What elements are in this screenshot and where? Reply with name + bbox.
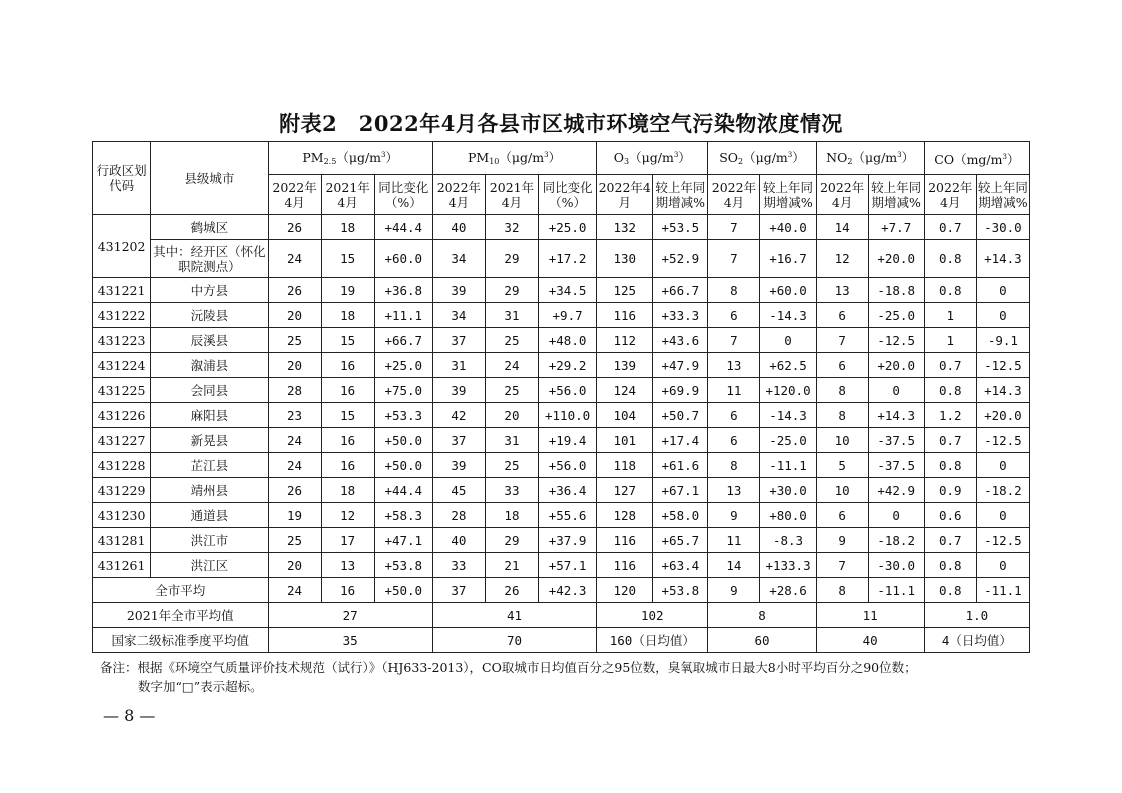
value-cell: 15 [321,240,374,278]
code-cell: 431202 [93,215,151,278]
value-cell: 124 [597,378,653,403]
subhead-prev: 较上年同期增减% [760,175,816,215]
value-cell: -12.5 [976,428,1029,453]
value-cell: 25 [485,378,538,403]
value-cell: 18 [321,478,374,503]
value-cell: 33 [485,478,538,503]
value-cell: 132 [597,215,653,240]
value-cell: 25 [485,328,538,353]
value-cell: -12.5 [868,328,924,353]
value-cell: +30.0 [760,478,816,503]
value-cell: +43.6 [653,328,708,353]
value-cell: +7.7 [868,215,924,240]
value-cell: 34 [432,303,485,328]
value-cell: 14 [708,553,760,578]
value-cell: +66.7 [374,328,432,353]
value-cell: 20 [268,303,321,328]
standard-row-label: 国家二级标准季度平均值 [93,628,269,653]
value-cell: -25.0 [760,428,816,453]
value-cell: +67.1 [653,478,708,503]
value-cell: 19 [268,503,321,528]
value-cell: 0 [868,503,924,528]
subhead-2022: 2022年4月 [268,175,321,215]
value-cell: -30.0 [976,215,1029,240]
value-cell: 7 [708,240,760,278]
value-cell: 26 [268,278,321,303]
value-cell: +69.9 [653,378,708,403]
value-cell: 0 [976,553,1029,578]
value-cell: 18 [485,503,538,528]
value-cell: 0 [760,328,816,353]
value-cell: +20.0 [868,353,924,378]
value-cell: 0 [976,303,1029,328]
header-so2: $SO_2(\mu g/m^3)$ [708,142,816,175]
value-cell: 0.7 [924,353,976,378]
header-pm25: $PM_{2.5}(\mu g/m^3)$ [268,142,432,175]
value-cell: -37.5 [868,453,924,478]
value-cell: 0.8 [924,378,976,403]
value-cell: 18 [321,215,374,240]
city-cell: 中方县 [151,278,268,303]
header-co: $CO(mg/m^3)$ [924,142,1029,175]
value-cell: +17.4 [653,428,708,453]
value-cell: 118 [597,453,653,478]
code-cell: 431225 [93,378,151,403]
header-city: 县级城市 [151,142,268,215]
value-cell: 0.7 [924,528,976,553]
city-cell: 沅陵县 [151,303,268,328]
value-cell: 25 [268,528,321,553]
value-cell: +61.6 [653,453,708,478]
value-cell: 0.7 [924,215,976,240]
value-cell: 8 [708,278,760,303]
value-cell: +50.0 [374,578,432,603]
code-cell: 431261 [93,553,151,578]
subhead-2022: 2022年4月 [597,175,653,215]
value-cell: 24 [268,578,321,603]
value-cell: 116 [597,303,653,328]
subhead-2021: 2021年4月 [485,175,538,215]
header-no2: $NO_2(\mu g/m^3)$ [816,142,924,175]
value-cell: 29 [485,240,538,278]
average-label: 全市平均 [93,578,269,603]
value-cell: -11.1 [868,578,924,603]
value-cell: 24 [485,353,538,378]
value-cell: -12.5 [976,353,1029,378]
value-cell: 37 [432,578,485,603]
value-cell: 6 [708,403,760,428]
city-cell: 辰溪县 [151,328,268,353]
footnote [100,658,1040,696]
value-cell: +55.6 [538,503,596,528]
value-cell: +60.0 [374,240,432,278]
value-cell: 0.8 [924,278,976,303]
value-cell: 1 [924,303,976,328]
subhead-yoy: 同比变化（%） [374,175,432,215]
value-cell: 41 [432,603,596,628]
value-cell: +50.0 [374,428,432,453]
subhead-2022: 2022年4月 [924,175,976,215]
value-cell: +75.0 [374,378,432,403]
value-cell: 8 [708,453,760,478]
value-cell: 16 [321,353,374,378]
value-cell: +50.7 [653,403,708,428]
value-cell: 25 [485,453,538,478]
value-cell: +53.8 [374,553,432,578]
value-cell: +17.2 [538,240,596,278]
city-cell: 芷江县 [151,453,268,478]
header-pm10: $PM_{10}(\mu g/m^3)$ [432,142,596,175]
subhead-2022: 2022年4月 [432,175,485,215]
value-cell: +44.4 [374,215,432,240]
code-cell: 431226 [93,403,151,428]
value-cell: 160（日均值） [597,628,708,653]
value-cell: 35 [268,628,432,653]
code-cell: 431223 [93,328,151,353]
value-cell: 16 [321,578,374,603]
value-cell: +52.9 [653,240,708,278]
value-cell: 24 [268,453,321,478]
city-cell: 其中：经开区（怀化职院测点） [151,240,268,278]
value-cell: 0.8 [924,240,976,278]
value-cell: +50.0 [374,453,432,478]
table-row [93,240,1030,278]
value-cell: 11 [816,603,924,628]
code-cell: 431229 [93,478,151,503]
value-cell: +53.8 [653,578,708,603]
value-cell: 7 [816,328,868,353]
value-cell: 31 [432,353,485,378]
value-cell: 7 [816,553,868,578]
value-cell: 0 [868,378,924,403]
value-cell: 45 [432,478,485,503]
value-cell: 102 [597,603,708,628]
value-cell: 112 [597,328,653,353]
table-row [93,503,1030,528]
table-row [93,215,1030,240]
value-cell: 11 [708,378,760,403]
value-cell: 11 [708,528,760,553]
city-cell: 麻阳县 [151,403,268,428]
value-cell: 28 [268,378,321,403]
table-row [93,453,1030,478]
value-cell: +60.0 [760,278,816,303]
header-code: 行政区划代码 [93,142,151,215]
table-row [93,353,1030,378]
city-cell: 洪江市 [151,528,268,553]
value-cell: 0 [976,453,1029,478]
value-cell: +110.0 [538,403,596,428]
value-cell: -8.3 [760,528,816,553]
value-cell: +14.3 [976,240,1029,278]
value-cell: 31 [485,303,538,328]
value-cell: +133.3 [760,553,816,578]
value-cell: 32 [485,215,538,240]
value-cell: +25.0 [538,215,596,240]
value-cell: 0.8 [924,578,976,603]
value-cell: +53.3 [374,403,432,428]
code-cell: 431222 [93,303,151,328]
footnote-line-2: 数字加“□”表示超标。 [138,679,263,694]
value-cell: 7 [708,215,760,240]
average-row [93,578,1030,603]
value-cell: +44.4 [374,478,432,503]
value-cell: +42.3 [538,578,596,603]
value-cell: 28 [432,503,485,528]
value-cell: 128 [597,503,653,528]
subhead-2022: 2022年4月 [708,175,760,215]
value-cell: 125 [597,278,653,303]
subhead-prev: 较上年同期增减% [653,175,708,215]
value-cell: +42.9 [868,478,924,503]
code-cell: 431230 [93,503,151,528]
value-cell: 60 [708,628,816,653]
subhead-yoy: 同比变化（%） [538,175,596,215]
value-cell: 20 [268,553,321,578]
value-cell: +16.7 [760,240,816,278]
value-cell: 29 [485,278,538,303]
code-cell: 431224 [93,353,151,378]
value-cell: +57.1 [538,553,596,578]
value-cell: 120 [597,578,653,603]
value-cell: 26 [485,578,538,603]
value-cell: 25 [268,328,321,353]
value-cell: 9 [708,578,760,603]
value-cell: 17 [321,528,374,553]
value-cell: 116 [597,528,653,553]
value-cell: 13 [708,353,760,378]
value-cell: +66.7 [653,278,708,303]
value-cell: 16 [321,453,374,478]
value-cell: +19.4 [538,428,596,453]
value-cell: +58.3 [374,503,432,528]
value-cell: 6 [816,503,868,528]
value-cell: 0 [976,278,1029,303]
value-cell: 6 [816,303,868,328]
code-cell: 431228 [93,453,151,478]
value-cell: 34 [432,240,485,278]
value-cell: -18.2 [868,528,924,553]
value-cell: 26 [268,215,321,240]
value-cell: 24 [268,428,321,453]
value-cell: 6 [708,428,760,453]
value-cell: +14.3 [868,403,924,428]
value-cell: 8 [816,403,868,428]
avg-2021-row-label: 2021年全市平均值 [93,603,269,628]
value-cell: 23 [268,403,321,428]
value-cell: 13 [321,553,374,578]
value-cell: 9 [708,503,760,528]
value-cell: 40 [432,528,485,553]
value-cell: 31 [485,428,538,453]
value-cell: 16 [321,378,374,403]
city-cell: 靖州县 [151,478,268,503]
city-cell: 溆浦县 [151,353,268,378]
value-cell: 70 [432,628,596,653]
value-cell: +40.0 [760,215,816,240]
value-cell: 0.8 [924,553,976,578]
table-row [93,378,1030,403]
value-cell: 10 [816,478,868,503]
city-cell: 会同县 [151,378,268,403]
value-cell: 116 [597,553,653,578]
value-cell: 5 [816,453,868,478]
value-cell: 0.8 [924,453,976,478]
header-o3: $O_3(\mu g/m^3)$ [597,142,708,175]
value-cell: 8 [708,603,816,628]
value-cell: 37 [432,328,485,353]
value-cell: 33 [432,553,485,578]
value-cell: 9 [816,528,868,553]
value-cell: +25.0 [374,353,432,378]
value-cell: 1.2 [924,403,976,428]
value-cell: +29.2 [538,353,596,378]
subhead-2021: 2021年4月 [321,175,374,215]
value-cell: 40 [432,215,485,240]
value-cell: 12 [816,240,868,278]
value-cell: 39 [432,278,485,303]
value-cell: 0 [976,503,1029,528]
value-cell: 0.9 [924,478,976,503]
value-cell: 39 [432,453,485,478]
value-cell: -12.5 [976,528,1029,553]
value-cell: +20.0 [976,403,1029,428]
value-cell: 42 [432,403,485,428]
value-cell: 27 [268,603,432,628]
value-cell: -14.3 [760,303,816,328]
value-cell: -37.5 [868,428,924,453]
page-number: — 8 — [103,706,156,725]
value-cell: -18.8 [868,278,924,303]
city-cell: 鹤城区 [151,215,268,240]
value-cell: 16 [321,428,374,453]
value-cell: 14 [816,215,868,240]
value-cell: -30.0 [868,553,924,578]
value-cell: +11.1 [374,303,432,328]
value-cell: 6 [708,303,760,328]
value-cell: 24 [268,240,321,278]
value-cell: -11.1 [976,578,1029,603]
value-cell: +37.9 [538,528,596,553]
value-cell: +34.5 [538,278,596,303]
code-cell: 431221 [93,278,151,303]
value-cell: 0.7 [924,428,976,453]
table-row [93,403,1030,428]
value-cell: 37 [432,428,485,453]
value-cell: 104 [597,403,653,428]
value-cell: 15 [321,328,374,353]
value-cell: -11.1 [760,453,816,478]
value-cell: 13 [816,278,868,303]
city-cell: 洪江区 [151,553,268,578]
value-cell: 39 [432,378,485,403]
value-cell: 1 [924,328,976,353]
value-cell: 29 [485,528,538,553]
value-cell: +47.1 [374,528,432,553]
value-cell: +120.0 [760,378,816,403]
value-cell: -18.2 [976,478,1029,503]
value-cell: +65.7 [653,528,708,553]
subhead-prev: 较上年同期增减% [976,175,1029,215]
value-cell: +20.0 [868,240,924,278]
value-cell: 130 [597,240,653,278]
value-cell: +56.0 [538,378,596,403]
value-cell: 21 [485,553,538,578]
value-cell: 10 [816,428,868,453]
value-cell: +36.4 [538,478,596,503]
value-cell: +56.0 [538,453,596,478]
value-cell: -25.0 [868,303,924,328]
value-cell: +28.6 [760,578,816,603]
value-cell: 12 [321,503,374,528]
value-cell: +80.0 [760,503,816,528]
value-cell: 20 [485,403,538,428]
value-cell: 26 [268,478,321,503]
value-cell: 7 [708,328,760,353]
table-row [93,328,1030,353]
value-cell: +63.4 [653,553,708,578]
value-cell: 13 [708,478,760,503]
value-cell: +58.0 [653,503,708,528]
subhead-prev: 较上年同期增减% [868,175,924,215]
standard-row [93,628,1030,653]
avg-2021-row [93,603,1030,628]
value-cell: 139 [597,353,653,378]
header-row-1 [93,142,1030,175]
value-cell: +47.9 [653,353,708,378]
value-cell: 19 [321,278,374,303]
subhead-2022: 2022年4月 [816,175,868,215]
code-cell: 431281 [93,528,151,553]
value-cell: 15 [321,403,374,428]
table-row [93,553,1030,578]
value-cell: 8 [816,578,868,603]
value-cell: 6 [816,353,868,378]
value-cell: +33.3 [653,303,708,328]
value-cell: -9.1 [976,328,1029,353]
value-cell: 4（日均值） [924,628,1029,653]
footnote-line-1: 备注：根据《环境空气质量评价技术规范（试行）》（HJ633-2013），CO取城市日均值百分之95位数，臭氧取城市日最大8小时平均百分之90位数； [100,660,917,675]
value-cell: 8 [816,378,868,403]
value-cell: +53.5 [653,215,708,240]
air-quality-table [92,141,1030,653]
value-cell: 18 [321,303,374,328]
value-cell: 0.6 [924,503,976,528]
page-title: 附表2 2022年4月各县市区城市环境空气污染物浓度情况 [279,111,843,136]
table-row [93,478,1030,503]
table-row [93,303,1030,328]
code-cell: 431227 [93,428,151,453]
city-cell: 新晃县 [151,428,268,453]
value-cell: -14.3 [760,403,816,428]
value-cell: 101 [597,428,653,453]
table-row [93,528,1030,553]
value-cell: 127 [597,478,653,503]
value-cell: +48.0 [538,328,596,353]
city-cell: 通道县 [151,503,268,528]
value-cell: +36.8 [374,278,432,303]
value-cell: 1.0 [924,603,1029,628]
value-cell: +62.5 [760,353,816,378]
value-cell: +9.7 [538,303,596,328]
value-cell: 40 [816,628,924,653]
value-cell: +14.3 [976,378,1029,403]
value-cell: 20 [268,353,321,378]
table-row [93,278,1030,303]
table-row [93,428,1030,453]
